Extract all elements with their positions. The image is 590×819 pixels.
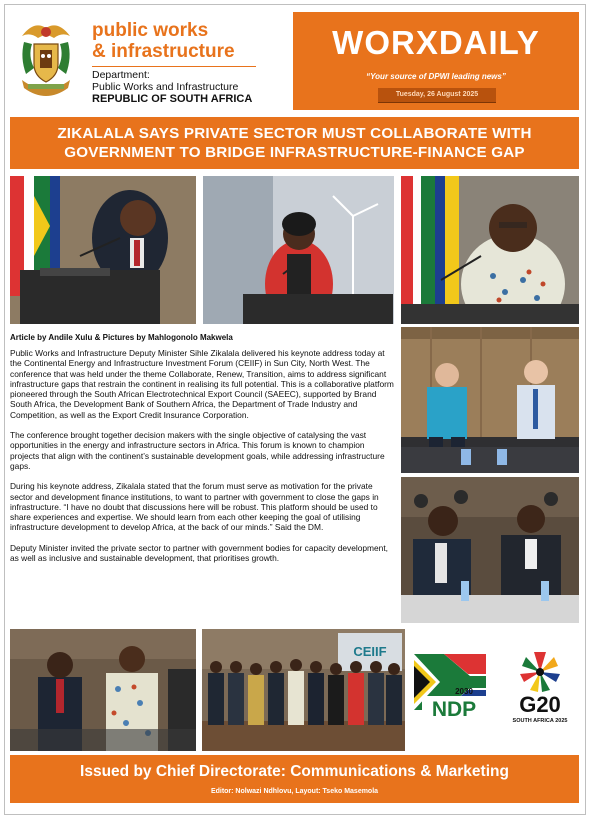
article-paragraph: Public Works and Infrastructure Deputy Minister Sihle Zikalala delivered his keynote address today at the Continental Energy and Infrastructure Investment Forum (CEIIF) in Sun City, North West. The conference that was held under the theme Collaborate, Renew, Transition, aims to address significant infrastructure gaps that restrain the continent in realising its full potential. This is a collaborative platform pioneered through the South African Electrotechnical Export Council (SAEEC), supported by Brand South Africa, the Development Bank of Southern Africa, the Department of Trade Industry and Competition, as well as the Export Credit Insurance Corporation. [10,348,394,420]
photo-seated-attendees [401,477,579,623]
g20-label: G20 [519,692,561,717]
photo-speaker-at-podium [203,176,394,324]
g20-subtitle: SOUTH AFRICA 2025 [512,718,568,724]
coat-of-arms-icon [14,18,78,102]
issue-date: Tuesday, 26 August 2025 [378,88,496,103]
footer-credits: Editor: Nolwazi Ndhlovu, Layout: Tseko Masemola [210,788,379,795]
ceiif-sign: CEIIF [353,644,387,659]
department-details [92,69,252,105]
article-paragraph: During his keynote address, Zikalala stated that the forum must serve as motivation for the private sector and development finance institutions, to want to partner with government to close the gaps in infrastructure. “I have no doubt that discussions here will be robust. This platform should be used to share experiences and expertise. We should learn from each other keeping the goal of utilising infrastructure development to develop Africa, at the back of our minds.” Said the DM. [10,481,379,533]
masthead-box [293,12,579,110]
footer-title: Issued by Chief Directorate: Communications & Marketing [80,763,509,780]
photo-guests-standing [10,629,196,751]
footer-banner [10,755,579,803]
ndp-2030-logo [410,648,490,722]
photo-deputy-minister-podium [10,176,196,324]
ndp-label: NDP [431,698,477,721]
headline-line2: GOVERNMENT TO BRIDGE INFRASTRUCTURE-FINANCE GAP [64,144,525,161]
masthead-title: WORXDAILY [332,24,540,61]
article-paragraph: The conference brought together decision makers with the single objective of catalysing the vast opportunities in the energy and infrastructure sectors in Africa. This forum is known to champion projects that align with the continent’s sustainable development goals, while addressing infrastructure gaps. [10,430,385,471]
masthead-tagline: “Your source of DPWI leading news” [366,72,506,81]
ndp-year: 2030 [455,687,473,696]
article-body [10,348,395,573]
dept-label: Department: [92,69,150,81]
g20-south-africa-logo [505,648,575,728]
department-wordmark [92,20,235,62]
dept-title-line2: & infrastructure [92,41,235,62]
article-paragraph: Deputy Minister invited the private sector to partner with government bodies for capacity development, as well as inclusive and sustainable development, that prioritises growth. [10,542,388,564]
photo-delegate-speaking [401,176,579,324]
dept-title-line1: public works [92,20,209,41]
article-byline: Article by Andile Xulu & Pictures by Mahlogonolo Makwela [10,333,233,342]
country-name: REPUBLIC OF SOUTH AFRICA [92,93,253,105]
article-headline [10,117,579,169]
headline-line1: ZIKALALA SAYS PRIVATE SECTOR MUST COLLABORATE WITH [57,125,532,142]
photo-delegates-standing [401,327,579,473]
photo-group-ceiif [202,629,405,751]
dept-name: Public Works and Infrastructure [92,81,239,93]
dept-divider [92,66,256,67]
